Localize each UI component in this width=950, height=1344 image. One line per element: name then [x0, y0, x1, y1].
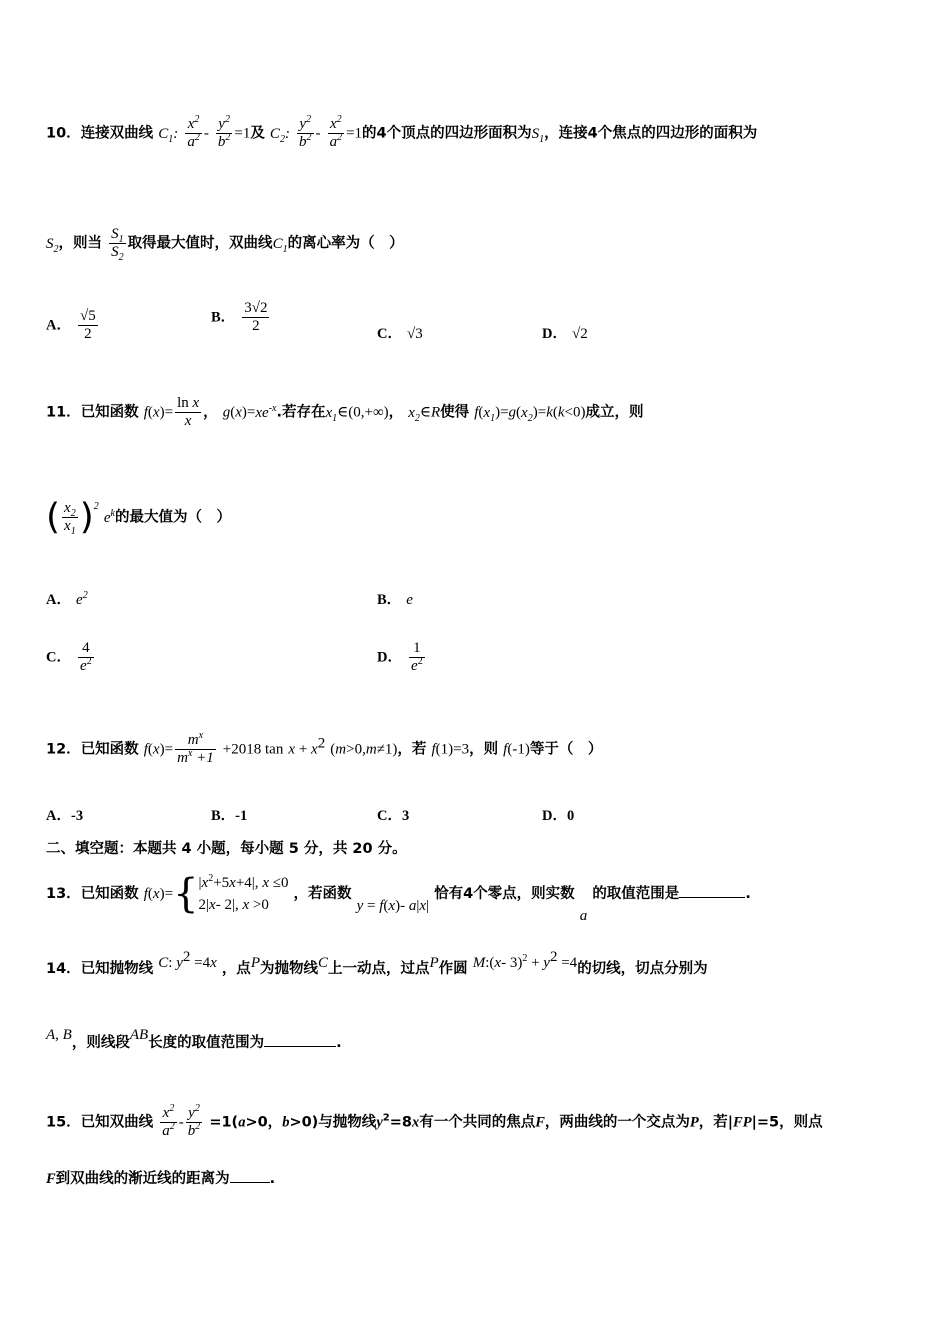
option-math: $\frac{4}{e^2}$ [80, 640, 92, 674]
answer-blank[interactable] [230, 1168, 270, 1183]
q10-option-b: B． $\frac{3√2}{2}$ [211, 300, 268, 334]
q13-text: 的取值范围是 [592, 886, 680, 902]
math-c2: $C_2$: [269, 125, 290, 145]
math-frac: $\frac{y^2}{b^2}$ [217, 114, 231, 150]
q15-text: 已知双曲线 [80, 1114, 154, 1131]
q13-text: 已知函数 [80, 886, 139, 902]
q12-text: 等于（ ） [529, 741, 603, 758]
q12-text: 已知函数 [80, 741, 139, 758]
q15-line2: F到双曲线的渐近线的距离为 . [46, 1168, 275, 1190]
math-frac: $\frac{x^2}{a^2}$ [329, 114, 343, 150]
q11-text: 的最大值为（ ） [114, 509, 231, 526]
q10-text: 个顶点的四边形面积为 [386, 125, 532, 142]
q10-option-d: D． √2 [542, 326, 588, 342]
q10-text: 取得最大值时，双曲线 [127, 235, 273, 252]
q10-option-c: C． √3 [377, 326, 423, 342]
q13-number: 13． [46, 886, 81, 902]
q14-text: 作圆 [438, 961, 468, 977]
q14-number: 14． [46, 961, 81, 977]
option-math: √3 [407, 326, 423, 342]
math-frac: $\frac{y^2}{b^2}$ [187, 1103, 201, 1139]
q11-text: 使得 [440, 404, 470, 421]
q14-text: ，则线段 [71, 1035, 130, 1051]
q14-line2: A, B，则线段AB长度的取值范围为 . [46, 1027, 342, 1051]
answer-blank[interactable] [264, 1032, 336, 1047]
q12-text: ，则 [469, 741, 499, 758]
q13-text: ，若函数 [293, 886, 352, 902]
q14-line1: 14．已知抛物线 C: $y^2 =4x$ ，点P为抛物线C上一动点，过点P作圆 M:(x- $3)^2 + y^2 =4$的切线，切点分别为 [46, 949, 708, 977]
math-frac: $\frac{x^2}{a^2}$ [187, 114, 200, 150]
option-math: √2 [572, 326, 588, 342]
q11-text: .若存在 [276, 404, 326, 421]
q10-text: 连接双曲线 [80, 125, 154, 142]
section-heading: 二、填空题：本题共 4 小题，每小题 5 分，共 20 分。 [46, 841, 407, 857]
q14-text: 为抛物线 [259, 961, 318, 977]
q10-option-a: A． $\frac{√5}{2}$ [46, 308, 96, 342]
q12-option-b: B．-1 [211, 808, 248, 824]
q14-text: 已知抛物线 [80, 961, 154, 977]
math-frac: $\frac{y^2}{b^2}$ [299, 114, 312, 150]
math-cases: $|x^2+5x+4|$, x ≤0 2|x- 2|, x >0 [198, 873, 289, 913]
q12-option-a: A．-3 [46, 808, 84, 824]
option-math: e [406, 592, 413, 608]
math-s2: $S_2$ [46, 235, 59, 255]
q10-text: 及 [250, 125, 265, 142]
q10-text: 4 [587, 125, 598, 142]
math-frac: $\frac{S_1}{S_2}$ [111, 226, 124, 263]
q10-text: 的离心率为（ ） [287, 235, 404, 252]
q14-text: 长度的取值范围为 [148, 1035, 265, 1051]
q10-line1: 10．连接双曲线 $C_1$: $\frac{x^2}{a^2}$ - $\frac{y^2}{b^2}$ =1及 $C_2$: $\frac{y^2}{b^2}$ - $\frac{x^2}{a^2}$ =1的4个顶点的四边形面积为$S_1$，连接4个焦点的四边形的面积为 [46, 114, 758, 150]
q12-option-d: D．0 [542, 808, 575, 824]
q11-option-c: C． $\frac{4}{e^2}$ [46, 640, 92, 674]
q10-line2: $S_2$，则当 $\frac{S_1}{S_2}$ 取得最大值时，双曲线$C_1$的离心率为（ ） [46, 226, 404, 263]
math-frac: $\frac{m^x}{m^x +1}$ [177, 730, 214, 766]
q13-text: 个零点，则实数 [473, 886, 575, 902]
q11-text: 已知函数 [80, 404, 139, 421]
math-frac: $\frac{x_2}{x_1}$ [64, 500, 76, 537]
q10-text: 的 [362, 125, 377, 142]
q12-option-c: C．3 [377, 808, 410, 824]
q15-line1: 15．已知双曲线 $\frac{x^2}{a^2}$ - $\frac{y^2}{b^2}$ =1(a>0，b>0)与抛物线$y^2=8x$有一个共同的焦点F，两曲线的一个交点为P，若|FP|=5，则点 [46, 1103, 823, 1139]
math-c1: $C_1$: [158, 125, 179, 145]
q10-text: ，则当 [58, 235, 102, 252]
q14-text: ，点 [221, 961, 251, 977]
q11-option-a: A． $e^2$ [46, 590, 88, 608]
q13-text: 4 [463, 886, 474, 902]
answer-blank[interactable] [679, 883, 745, 898]
q12-line1: 12．已知函数 f(x)= $\frac{m^x}{m^x +1}$ +2018 $\tan x + x^2$ (m>0,m≠1)，若 f(1)=3，则 f(-1)等于（ ） [46, 730, 603, 766]
option-math: $\frac{1}{e^2}$ [411, 640, 423, 674]
q10-text: ，连接 [544, 125, 588, 142]
math-frac: $\frac{\text{ln x}}{x}$ [177, 395, 200, 429]
math-frac: $\frac{x^2}{a^2}$ [162, 1103, 175, 1139]
q14-text: 的切线，切点分别为 [577, 961, 708, 977]
math-f: f [143, 404, 148, 421]
q11-line1: 11．已知函数 f(x)= $\frac{\text{ln x}}{x}$ ， $g(x)=xe^{-x}$.若存在$x_1\in(0,+\infty)$， $x_2\in R$使得 $f(x_1)=g(x_2)=k(k<0)$成立，则 [46, 395, 644, 429]
q14-text: 上一动点，过点 [328, 961, 430, 977]
q11-text: 成立，则 [585, 404, 644, 421]
q11-text: ， [388, 404, 404, 421]
q15-number: 15． [46, 1114, 81, 1131]
q11-option-d: D． $\frac{1}{e^2}$ [377, 640, 423, 674]
q10-text: 4 [376, 125, 387, 142]
q11-text: ， [203, 404, 218, 421]
q12-text: ，若 [397, 741, 427, 758]
option-math: $e^2$ [76, 590, 88, 608]
q11-number: 11． [46, 404, 81, 421]
q10-text: 个焦点的四边形的面积为 [597, 125, 758, 142]
q11-line2: ( $\frac{x_2}{x_1}$ )$^2$ $e^k$的最大值为（ ） [46, 496, 231, 538]
option-math: $\frac{√5}{2}$ [80, 308, 96, 342]
q11-option-b: B． e [377, 592, 413, 608]
q10-number: 10． [46, 125, 81, 142]
q13-line1: 13．已知函数 f(x)={ $|x^2+5x+4|$, x ≤0 2|x- 2|, x >0 ，若函数 y = f(x)- a|x| 恰有4个零点，则实数 a 的取值范围是 . [46, 871, 751, 924]
q15-text: 到双曲线的渐近线的距离为 [55, 1171, 230, 1187]
q12-number: 12． [46, 741, 81, 758]
option-math: $\frac{3√2}{2}$ [244, 300, 268, 334]
q13-text: 恰有 [434, 886, 464, 902]
